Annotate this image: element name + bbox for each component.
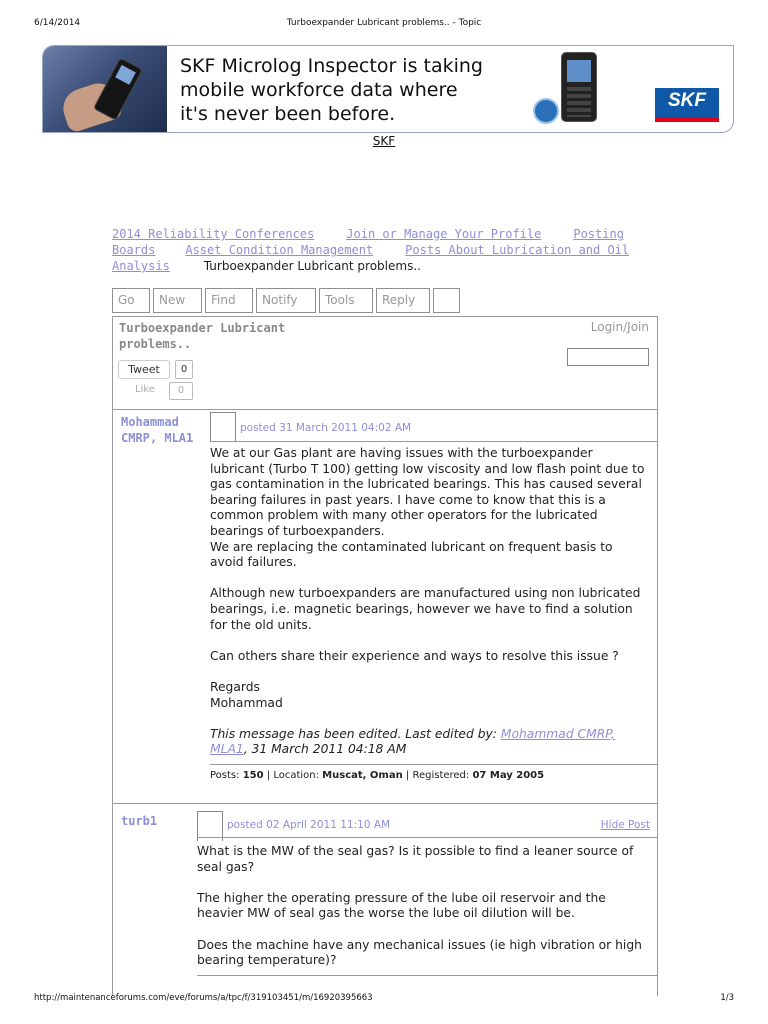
post-paragraph: Mohammad xyxy=(210,695,283,710)
print-url: http://maintenanceforums.com/eve/forums/a/tpc/f/319103451/m/16920395663 xyxy=(34,993,373,1003)
tweet-button[interactable]: Tweet xyxy=(118,360,170,379)
reply-button[interactable]: Reply xyxy=(376,288,430,313)
post-paragraph: The higher the operating pressure of the lube oil reservoir and the heavier MW of seal gas the worse the lube oil dilution will be. xyxy=(197,890,606,921)
edit-note-prefix: This message has been edited. Last edited by: xyxy=(210,726,497,741)
post-paragraph: Regards xyxy=(210,679,260,694)
ad-banner[interactable] xyxy=(42,45,734,133)
breadcrumb-link-posting-boards[interactable]: Posting Boards xyxy=(112,227,624,257)
posts-label: Posts: xyxy=(210,770,240,781)
post-paragraph: Although new turboexpanders are manufactured using non lubricated bearings, i.e. magnetic bearings, however we have to find a solution for the old units. xyxy=(210,586,641,632)
skf-logo: SKF xyxy=(655,88,719,118)
tweet-count: 0 xyxy=(175,360,193,379)
like-count: 0 xyxy=(169,382,193,400)
post-paragraph: We are replacing the contaminated lubricant on frequent basis to avoid failures. xyxy=(210,539,613,570)
tools-button[interactable]: Tools xyxy=(319,288,373,313)
print-header xyxy=(34,18,734,32)
go-button[interactable]: Go xyxy=(112,288,150,313)
breadcrumb xyxy=(112,226,652,274)
print-date: 6/14/2014 xyxy=(34,18,81,28)
banner-photo xyxy=(43,46,167,133)
location-value: Muscat, Oman xyxy=(322,770,403,781)
new-button[interactable]: New xyxy=(153,288,202,313)
post-body xyxy=(210,446,648,773)
topic-title: Turboexpander Lubricant problems.. xyxy=(119,321,286,351)
post-divider xyxy=(210,441,657,442)
topic-container xyxy=(112,316,658,996)
post-paragraph: Can others share their experience and ways to resolve this issue ? xyxy=(210,648,619,663)
post-separator xyxy=(113,803,657,804)
posts-count: 150 xyxy=(242,770,264,781)
registered-label: | Registered: xyxy=(405,770,470,781)
post-author[interactable]: turb1 xyxy=(121,814,158,828)
post-author[interactable]: Mohammad CMRP, MLA1 xyxy=(121,415,194,445)
breadcrumb-current: Turboexpander Lubricant problems.. xyxy=(203,259,421,273)
edit-note-date: , 31 March 2011 04:18 AM xyxy=(243,742,407,757)
location-label: | Location: xyxy=(266,770,319,781)
find-button[interactable]: Find xyxy=(205,288,253,313)
badge-icon xyxy=(533,98,559,124)
divider xyxy=(113,409,657,410)
like-button[interactable]: Like xyxy=(135,384,155,395)
login-input[interactable] xyxy=(567,348,649,366)
post-paragraph: What is the MW of the seal gas? Is it possible to find a leaner source of seal gas? xyxy=(197,844,634,874)
breadcrumb-link-lubrication[interactable]: Posts About Lubrication and Oil Analysis xyxy=(112,243,630,273)
edit-author-link[interactable]: Mohammad CMRP, MLA1 xyxy=(210,726,615,757)
print-title: Turboexpander Lubricant problems.. - Topic xyxy=(286,18,482,28)
registered-value: 07 May 2005 xyxy=(472,770,545,781)
post-body xyxy=(197,844,643,984)
skf-link[interactable]: SKF xyxy=(372,134,396,148)
notify-button[interactable]: Notify xyxy=(256,288,316,313)
breadcrumb-link-conferences[interactable]: 2014 Reliability Conferences xyxy=(112,227,315,241)
extra-toolbar-button[interactable] xyxy=(433,288,460,313)
post-date: posted 02 April 2011 11:10 AM xyxy=(227,819,391,831)
post-avatar xyxy=(210,412,236,442)
print-page-number: 1/3 xyxy=(720,993,734,1003)
post-divider xyxy=(210,764,657,765)
post-paragraph: Does the machine have any mechanical issues (ie high vibration or high bearing temperature)? xyxy=(197,937,642,968)
breadcrumb-link-asset-condition[interactable]: Asset Condition Management xyxy=(185,243,374,257)
post-date: posted 31 March 2011 04:02 AM xyxy=(240,422,412,434)
post-paragraph: We at our Gas plant are having issues with the turboexpander lubricant (Turbo T 100) getting low viscosity and low flash point due to gas contamination in the lubricated bearings. This has caused several bearing failures in past years. I have come to know that this is a common problem with many other operators for the lubricated bearings of turboexpanders. xyxy=(210,446,645,538)
topic-toolbar xyxy=(112,288,463,313)
login-join-link[interactable]: Login/Join xyxy=(590,320,649,334)
edit-note xyxy=(210,727,648,758)
microlog-device-image xyxy=(561,52,597,122)
banner-headline: SKF Microlog Inspector is taking mobile workforce data where it's never been before. xyxy=(180,55,483,125)
post-divider xyxy=(197,837,657,838)
post-divider xyxy=(197,975,657,976)
post-meta xyxy=(210,769,550,782)
breadcrumb-link-profile[interactable]: Join or Manage Your Profile xyxy=(346,227,542,241)
hide-post-link[interactable]: Hide Post xyxy=(600,819,650,831)
